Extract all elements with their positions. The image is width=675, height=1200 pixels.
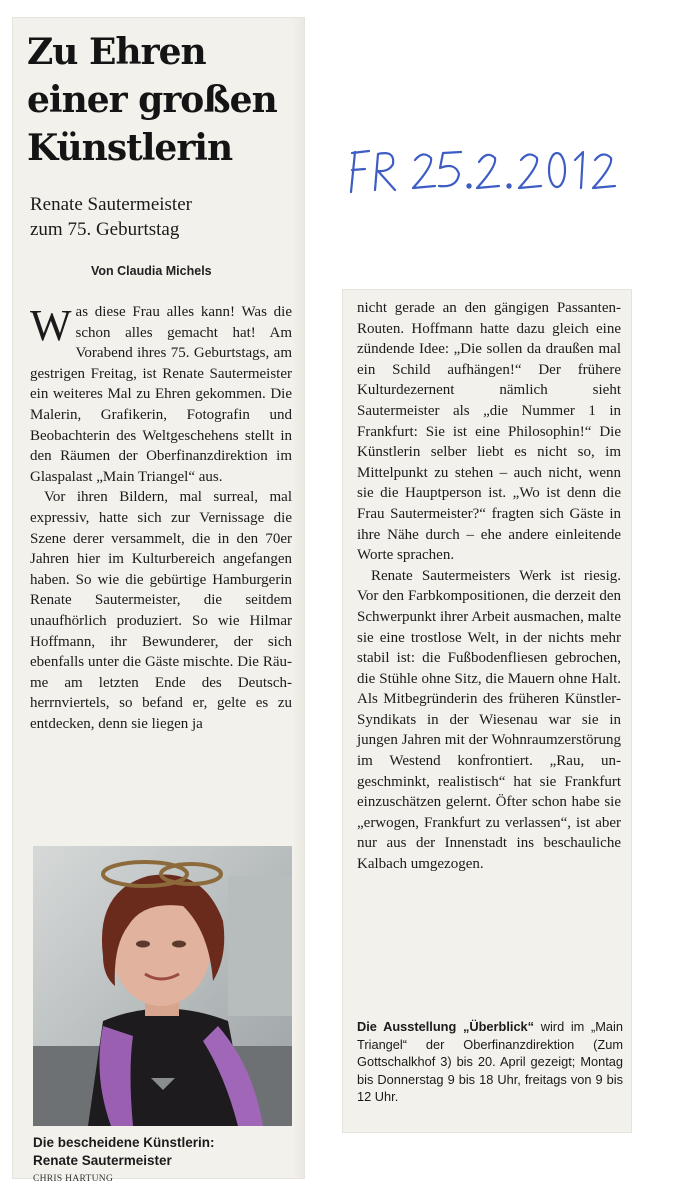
dropcap: W [30, 301, 72, 350]
photo-credit: CHRIS HARTUNG [33, 1174, 114, 1184]
handwriting-strokes [351, 151, 615, 192]
photo-caption [33, 1134, 303, 1188]
headline-line-3: Künstlerin [27, 127, 233, 169]
article-column-2 [357, 298, 621, 875]
portrait-illustration [33, 846, 292, 1126]
byline: Von Claudia Michels [91, 264, 212, 278]
caption-line-2 [33, 1152, 303, 1188]
headline [27, 28, 297, 172]
paragraph-1-text: as diese Frau alles kann! Was die schon alles gemacht hat! Am Vorabend ihres 75. Geburtstags, am gestrigen Freitag, ist Renate Sautermeister ein weiteres Mal zu Ehren gekommen. Die Malerin, Grafikerin, Fotografin und Beobachterin des Weltgeschehens stellt in den Räumen der Oberfinanzdirektion im Glaspalast „Main Triangel“ aus. [30, 304, 292, 485]
headline-line-2: einer großen [27, 79, 277, 121]
exhibition-info-box [357, 1018, 623, 1106]
exhibition-info-text: wird im „Main Triangel“ der Oberfinanzdirektion (Zum Gottschalkhof 3) bis 20. April gezeigt; Montag bis Donnerstag 9 bis 18 Uhr, freitags von 9 bis 12 Uhr. [357, 1019, 623, 1104]
paragraph-2: Vor ihren Bildern, mal surreal, mal expressiv, hatte sich zur Vernissage die Szene derer versammelt, die in den 70er Jahren hier im Kulturbereich angefangen haben. So wie die gebürtige Hamburgerin Renate Sautermeister, die seitdem unaufhörlich produziert. So wie Hilmar Hoffmann, ihr Bewunderer, der sich ebenfalls unter die Gäste mischte. Die Räume am letzten Ende des Deutschherrnviertels, so befand er, gelte es zu entdecken, denn sie liegen ja [30, 489, 292, 732]
artist-photo [33, 846, 292, 1126]
subheadline-line-2: zum 75. Geburtstag [30, 219, 180, 240]
subheadline [30, 192, 295, 242]
headline-line-1: Zu Ehren [27, 31, 206, 73]
exhibition-info-title: Die Ausstellung „Überblick“ [357, 1019, 535, 1034]
paragraph-3: nicht gerade an den gängigen Passanten-Routen. Hoffmann hatte dazu gleich eine zündende Idee: „Die sollen da draußen mal ein Schild aufhängen!“ Der frühere Kulturdezernent nämlich sieht Sautermeister als „die Nummer 1 in Frankfurt: Sie ist eine Philosophin!“ Die Künstlerin selber liebt es nicht so, im Mittelpunkt zu stehen – auch nicht, wenn sie die Hauptperson ist. „Wo ist denn die Frau Sautermeister?“ fragten sich Gäste in ihre Nähe durch – ehe andere einleitende Worte sprachen. [357, 300, 621, 564]
caption-line-2-text: Renate Sautermeister [33, 1153, 172, 1168]
paragraph-1 [30, 302, 292, 487]
caption-line-1: Die bescheidene Künstlerin: [33, 1135, 215, 1150]
handwritten-date-note [343, 140, 623, 200]
subheadline-line-1: Renate Sautermeister [30, 194, 192, 215]
paragraph-4: Renate Sautermeisters Werk ist riesig. Vor den Farbkompositionen, die derzeit den Schwerpunkt ihrer Arbeit ausmachen, malte sie eine trostlose Welt, in der nichts mehr stabil ist: die Fußbodenfliesen gebrochen, die Stühle ohne Sitz, die Mauern ohne Halt. Als Mitbegründerin des früheren Künstler-Syndikats in der Wiesenau war sie in jungen Jahren mit der Wohnraumzerstörung im Westend konfrontiert. „Rau, ungeschminkt, realistisch“ hat sie Frankfurt einzuschätzen gelernt. Öfter schon habe sie „erwogen, Frankfurt zu verlassen“, ist aber nur aus der Innenstadt ins beschauliche Kalbach umgezogen. [357, 567, 621, 873]
article-column-1 [30, 302, 292, 734]
